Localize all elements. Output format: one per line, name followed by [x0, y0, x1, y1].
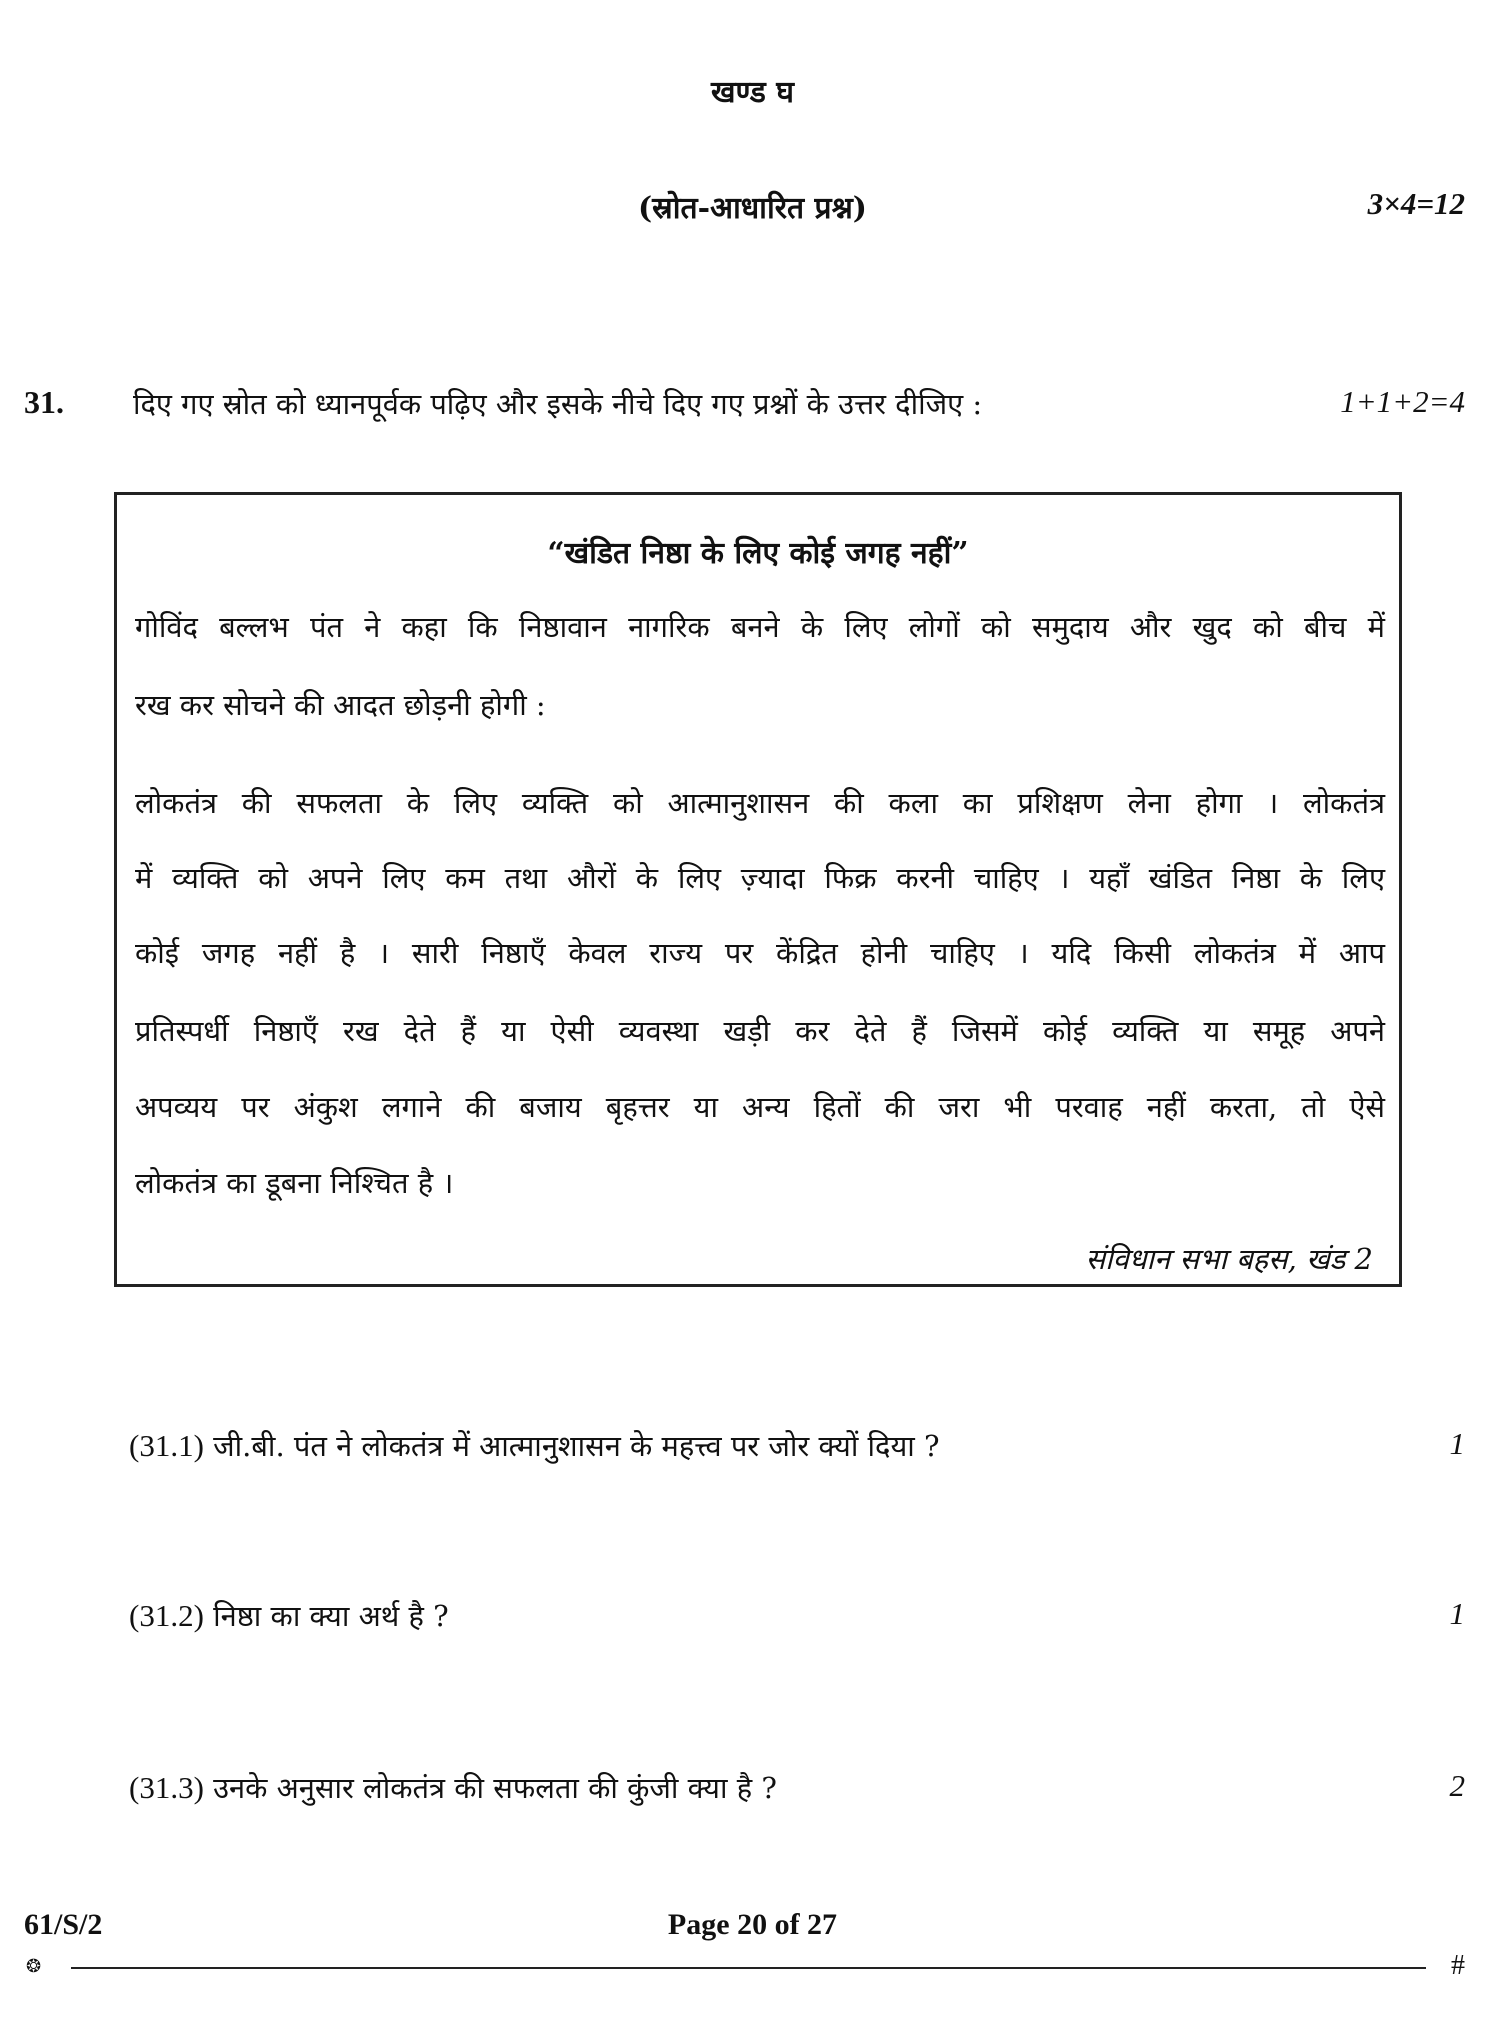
source-line: कोई जगह नहीं है । सारी निष्ठाएँ केवल राज्य पर केंद्रित होनी चाहिए । यदि किसी लोकतंत्र में आप [135, 936, 1385, 970]
source-line: प्रतिस्पर्धी निष्ठाएँ रख देते हैं या ऐसी व्यवस्था खड़ी कर देते हैं जिसमें कोई व्यक्ति या समूह अपने [135, 1014, 1385, 1048]
source-title: “खंडित निष्ठा के लिए कोई जगह नहीं” [547, 536, 969, 571]
source-line: गोविंद बल्लभ पंत ने कहा कि निष्ठावान नागरिक बनने के लिए लोगों को समुदाय और खुद को बीच में [135, 610, 1385, 644]
page-number: Page 20 of 27 [667, 1908, 838, 1941]
subquestion-number: (31.2) [129, 1598, 204, 1633]
source-line: लोकतंत्र का डूबना निश्चित है । [135, 1166, 454, 1200]
paper-code: 61/S/2 [24, 1908, 103, 1941]
source-line: अपव्यय पर अंकुश लगाने की बजाय बृहत्तर या अन्य हितों की जरा भी परवाह नहीं करता, तो ऐसे [135, 1090, 1385, 1124]
question-instruction: दिए गए स्रोत को ध्यानपूर्वक पढ़िए और इसके नीचे दिए गए प्रश्नों के उत्तर दीजिए : [133, 387, 983, 421]
section-subtitle: (स्रोत-आधारित प्रश्न) [637, 191, 868, 226]
subquestion-number: (31.3) [129, 1770, 204, 1805]
source-citation: संविधान सभा बहस, खंड 2 [1085, 1242, 1373, 1276]
subquestion-text: उनके अनुसार लोकतंत्र की सफलता की कुंजी क्या है ? [213, 1771, 777, 1805]
subquestion-marks: 1 [1449, 1426, 1465, 1461]
question-marks: 1+1+2=4 [1340, 384, 1465, 419]
source-line: रख कर सोचने की आदत छोड़नी होगी : [135, 688, 546, 722]
section-marks: 3×4=12 [1367, 186, 1465, 221]
footer-symbol-icon: ❂ [26, 1956, 42, 1977]
subquestion-31-1 [129, 1426, 940, 1465]
subquestion-number: (31.1) [129, 1428, 204, 1463]
subquestion-text: जी.बी. पंत ने लोकतंत्र में आत्मानुशासन के महत्त्व पर जोर क्यों दिया ? [213, 1429, 940, 1463]
subquestion-31-3 [129, 1768, 777, 1807]
source-box [114, 492, 1402, 1287]
section-title: खण्ड घ [710, 75, 794, 110]
footer-hash: # [1451, 1950, 1465, 1981]
footer-divider [71, 1967, 1426, 1969]
subquestion-text: निष्ठा का क्या अर्थ है ? [213, 1599, 449, 1633]
source-line: लोकतंत्र की सफलता के लिए व्यक्ति को आत्मानुशासन की कला का प्रशिक्षण लेना होगा । लोकतंत्र [135, 786, 1385, 820]
source-line: में व्यक्ति को अपने लिए कम तथा औरों के लिए ज़्यादा फिक्र करनी चाहिए । यहाँ खंडित निष्ठा के लिए [135, 861, 1385, 895]
subquestion-marks: 1 [1449, 1596, 1465, 1631]
subquestion-31-2 [129, 1596, 449, 1635]
subquestion-marks: 2 [1449, 1768, 1465, 1803]
question-number: 31. [24, 384, 64, 420]
